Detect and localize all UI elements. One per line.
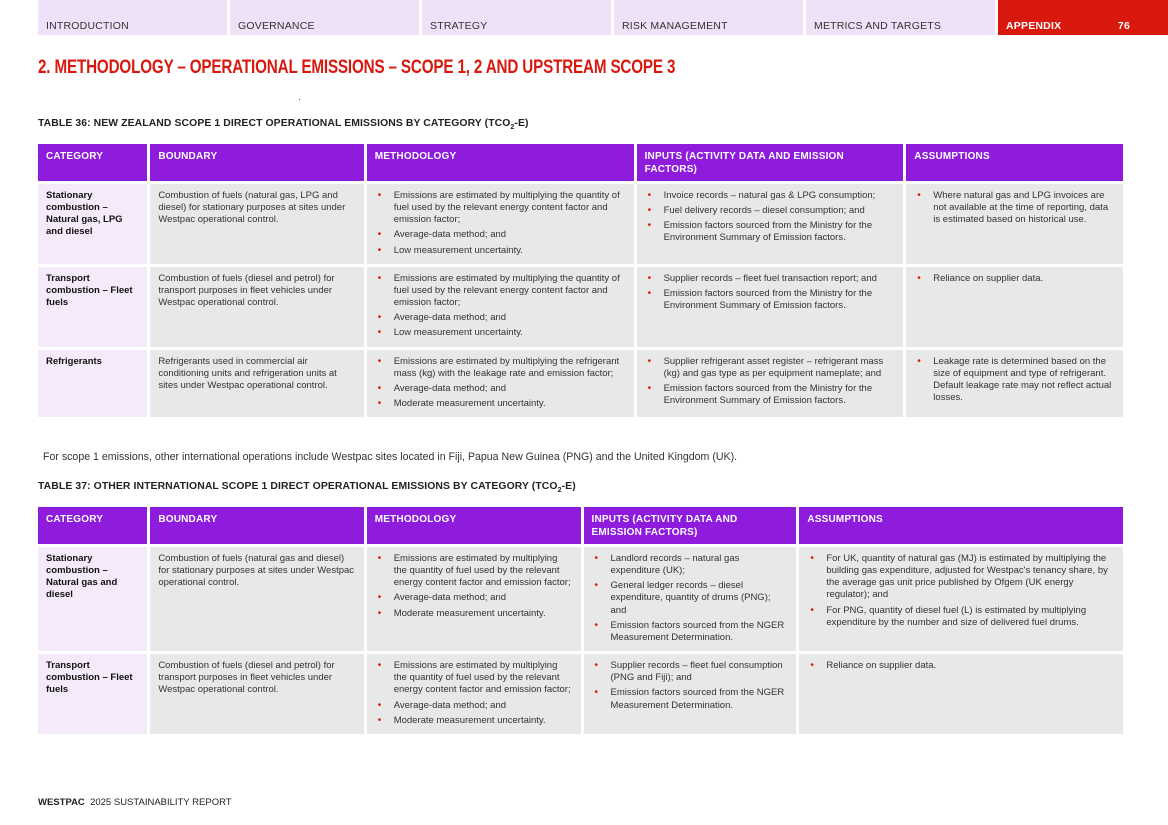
assumptions-cell bbox=[906, 267, 1123, 347]
assumptions-list bbox=[914, 273, 1115, 285]
assumptions-cell bbox=[799, 547, 1123, 651]
methodology-cell bbox=[367, 184, 634, 264]
list-item: • Moderate measurement uncertainty. bbox=[375, 715, 573, 727]
column-header: METHODOLOGY bbox=[367, 144, 634, 181]
list-item: • Emission factors sourced from the Ministry for the Environment Summary of Emission factors. bbox=[645, 383, 896, 407]
page-title: 2. METHODOLOGY – OPERATIONAL EMISSIONS – SCOPE 1, 2 AND UPSTREAM SCOPE 3 bbox=[38, 56, 676, 78]
inputs-list bbox=[592, 553, 789, 644]
table-36 bbox=[35, 141, 1126, 420]
tab-metrics-and-targets[interactable]: METRICS AND TARGETS bbox=[806, 0, 995, 35]
list-item: • Emissions are estimated by multiplying the quantity of fuel used by the relevant energy content factor and emission factor; bbox=[375, 190, 626, 226]
assumptions-list bbox=[807, 553, 1115, 629]
methodology-list bbox=[375, 660, 573, 727]
list-item: • Emission factors sourced from the Ministry for the Environment Summary of Emission factors. bbox=[645, 288, 896, 312]
list-item: • Average-data method; and bbox=[375, 383, 626, 395]
column-header: BOUNDARY bbox=[150, 507, 363, 544]
boundary-cell: Combustion of fuels (natural gas, LPG and diesel) for stationary purposes at sites under Westpac operational control. bbox=[150, 184, 363, 264]
methodology-list bbox=[375, 356, 626, 411]
table-row bbox=[38, 654, 1123, 734]
list-item: • Fuel delivery records – diesel consumption; and bbox=[645, 205, 896, 217]
inputs-list bbox=[645, 356, 896, 408]
list-item: • Moderate measurement uncertainty. bbox=[375, 398, 626, 410]
list-item: • Average-data method; and bbox=[375, 700, 573, 712]
tab-appendix-label: APPENDIX bbox=[1006, 20, 1062, 32]
methodology-cell bbox=[367, 267, 634, 347]
methodology-list bbox=[375, 273, 626, 340]
column-header: INPUTS (ACTIVITY DATA AND EMISSION FACTORS) bbox=[584, 507, 797, 544]
list-item: • Emissions are estimated by multiplying the refrigerant mass (kg) with the leakage rate and emission factor; bbox=[375, 356, 626, 380]
footer-brand: WESTPAC bbox=[38, 797, 85, 808]
table-36-title: TABLE 36: NEW ZEALAND SCOPE 1 DIRECT OPERATIONAL EMISSIONS BY CATEGORY $(TCO_2-E)$ bbox=[38, 118, 529, 132]
list-item: • Average-data method; and bbox=[375, 592, 573, 604]
column-header: BOUNDARY bbox=[150, 144, 363, 181]
table-row bbox=[38, 547, 1123, 651]
list-item: • Moderate measurement uncertainty. bbox=[375, 608, 573, 620]
assumptions-list bbox=[914, 190, 1115, 226]
list-item: • Where natural gas and LPG invoices are not available at the time of reporting, data is estimated based on historical use. bbox=[914, 190, 1115, 226]
methodology-list bbox=[375, 190, 626, 257]
inputs-cell bbox=[637, 267, 904, 347]
category-cell: Transport combustion – Fleet fuels bbox=[38, 654, 147, 734]
assumptions-cell bbox=[906, 184, 1123, 264]
inputs-list bbox=[592, 660, 789, 712]
category-cell: Stationary combustion – Natural gas, LPG and diesel bbox=[38, 184, 147, 264]
boundary-cell: Combustion of fuels (diesel and petrol) for transport purposes in fleet vehicles under Westpac operational control. bbox=[150, 267, 363, 347]
inputs-cell bbox=[584, 547, 797, 651]
boundary-cell: Combustion of fuels (natural gas and diesel) for stationary purposes at sites under Westpac operational control. bbox=[150, 547, 363, 651]
list-item: • Emission factors sourced from the NGER Measurement Determination. bbox=[592, 687, 789, 711]
list-item: • Leakage rate is determined based on the size of equipment and type of refrigerant. Default leakage rate may not reflect actual losses. bbox=[914, 356, 1115, 405]
list-item: • Low measurement uncertainty. bbox=[375, 327, 626, 339]
list-item: • Emissions are estimated by multiplying the quantity of fuel used by the relevant energy content factor and emission factor; bbox=[375, 660, 573, 696]
column-header: INPUTS (ACTIVITY DATA AND EMISSION FACTORS) bbox=[637, 144, 904, 181]
column-header: ASSUMPTIONS bbox=[906, 144, 1123, 181]
scope1-note: For scope 1 emissions, other international operations include Westpac sites located in Fiji, Papua New Guinea (PNG) and the United Kingdom (UK). bbox=[43, 451, 738, 463]
list-item: • Emission factors sourced from the Ministry for the Environment Summary of Emission factors. bbox=[645, 220, 896, 244]
inputs-cell bbox=[584, 654, 797, 734]
page-number: 76 bbox=[1117, 20, 1130, 32]
assumptions-list bbox=[807, 660, 1115, 672]
column-header: ASSUMPTIONS bbox=[799, 507, 1123, 544]
list-item: • Supplier records – fleet fuel consumption (PNG and Fiji); and bbox=[592, 660, 789, 684]
tab-risk-management[interactable]: RISK MANAGEMENT bbox=[614, 0, 803, 35]
list-item: • Average-data method; and bbox=[375, 312, 626, 324]
inputs-cell bbox=[637, 184, 904, 264]
list-item: • Supplier refrigerant asset register – refrigerant mass (kg) and gas type as per equipment nameplate; and bbox=[645, 356, 896, 380]
methodology-cell bbox=[367, 654, 581, 734]
column-header: CATEGORY bbox=[38, 144, 147, 181]
category-cell: Refrigerants bbox=[38, 350, 147, 418]
stray-dot bbox=[299, 99, 300, 100]
methodology-cell bbox=[367, 547, 581, 651]
list-item: • General ledger records – diesel expenditure, quantity of drums (PNG); and bbox=[592, 580, 789, 616]
table-row bbox=[38, 184, 1123, 264]
column-header: CATEGORY bbox=[38, 507, 147, 544]
list-item: • For PNG, quantity of diesel fuel (L) is estimated by multiplying expenditure by the number and size of delivered fuel drums. bbox=[807, 605, 1115, 629]
footer-report-name: 2025 SUSTAINABILITY REPORT bbox=[90, 797, 232, 808]
tab-introduction[interactable]: INTRODUCTION bbox=[38, 0, 227, 35]
tab-governance[interactable]: GOVERNANCE bbox=[230, 0, 419, 35]
table-header-row bbox=[38, 507, 1123, 544]
list-item: • Average-data method; and bbox=[375, 229, 626, 241]
list-item: • Landlord records – natural gas expenditure (UK); bbox=[592, 553, 789, 577]
assumptions-cell bbox=[799, 654, 1123, 734]
boundary-cell: Refrigerants used in commercial air conditioning units and refrigeration units at sites under Westpac operational control. bbox=[150, 350, 363, 418]
list-item: • Low measurement uncertainty. bbox=[375, 245, 626, 257]
table-row bbox=[38, 350, 1123, 418]
list-item: • Supplier records – fleet fuel transaction report; and bbox=[645, 273, 896, 285]
list-item: • Emissions are estimated by multiplying the quantity of fuel used by the relevant energy content factor and emission factor; bbox=[375, 273, 626, 309]
category-cell: Transport combustion – Fleet fuels bbox=[38, 267, 147, 347]
table-37-title: TABLE 37: OTHER INTERNATIONAL SCOPE 1 DIRECT OPERATIONAL EMISSIONS BY CATEGORY $(TCO_2-E)$ bbox=[38, 481, 576, 495]
tab-appendix[interactable] bbox=[998, 0, 1168, 35]
column-header: METHODOLOGY bbox=[367, 507, 581, 544]
table-row bbox=[38, 267, 1123, 347]
top-navigation bbox=[38, 0, 1168, 35]
list-item: • Reliance on supplier data. bbox=[807, 660, 1115, 672]
assumptions-cell bbox=[906, 350, 1123, 418]
list-item: • For UK, quantity of natural gas (MJ) is estimated by multiplying the building gas expenditure, adjusted for Westpac's tenancy share, by the average gas unit price published by Ofgem (UK energy regulator); and bbox=[807, 553, 1115, 602]
table-37 bbox=[35, 504, 1126, 737]
table-header-row bbox=[38, 144, 1123, 181]
list-item: • Emission factors sourced from the NGER Measurement Determination. bbox=[592, 620, 789, 644]
inputs-list bbox=[645, 190, 896, 245]
list-item: • Invoice records – natural gas & LPG consumption; bbox=[645, 190, 896, 202]
inputs-cell bbox=[637, 350, 904, 418]
methodology-cell bbox=[367, 350, 634, 418]
assumptions-list bbox=[914, 356, 1115, 405]
tab-strategy[interactable]: STRATEGY bbox=[422, 0, 611, 35]
methodology-list bbox=[375, 553, 573, 620]
footer bbox=[38, 797, 232, 808]
list-item: • Reliance on supplier data. bbox=[914, 273, 1115, 285]
boundary-cell: Combustion of fuels (diesel and petrol) for transport purposes in fleet vehicles under Westpac operational control. bbox=[150, 654, 363, 734]
list-item: • Emissions are estimated by multiplying the quantity of fuel used by the relevant energy content factor and emission factor; bbox=[375, 553, 573, 589]
inputs-list bbox=[645, 273, 896, 312]
category-cell: Stationary combustion – Natural gas and diesel bbox=[38, 547, 147, 651]
